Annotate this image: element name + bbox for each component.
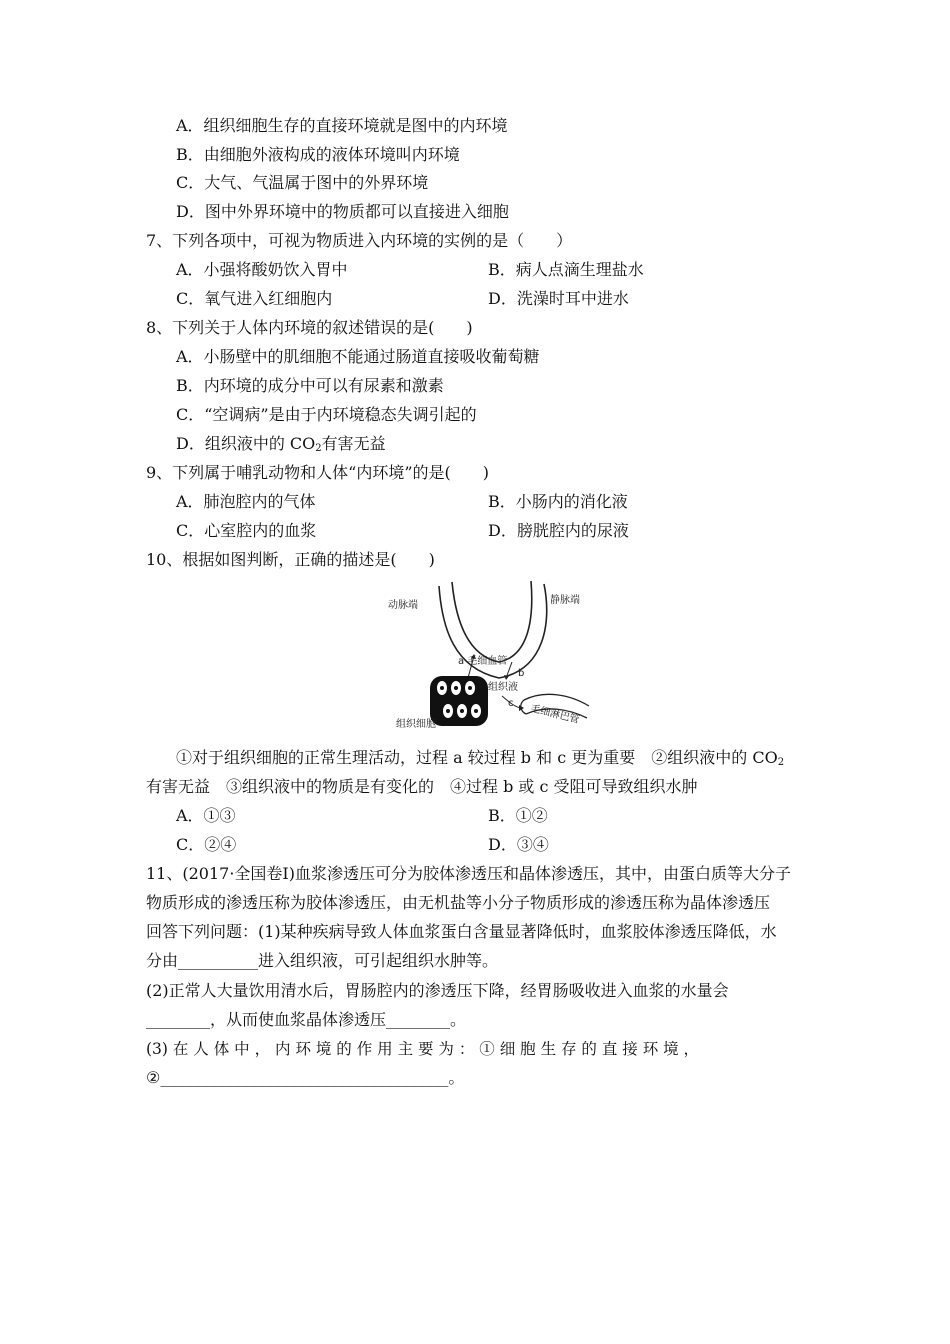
q7-option-c: C．氧气进入红细胞内 <box>176 289 333 308</box>
q6-option-b: B．由细胞外液构成的液体环境叫内环境 <box>176 145 460 164</box>
q6-option-d: D．图中外界环境中的物质都可以直接进入细胞 <box>176 202 509 221</box>
q10-statement-line2: 有害无益 ③组织液中的物质是有变化的 ④过程 b 或 c 受阻可导致组织水肿 <box>146 777 698 796</box>
label-capillary: a 毛细血管 <box>458 656 508 667</box>
label-tissue-fluid: 组织液 <box>488 682 518 693</box>
q11-line5: (2)正常人大量饮用清水后，胃肠腔内的渗透压下降，经胃肠吸收进入血浆的水量会 <box>146 981 729 1000</box>
q10-option-b: B．①② <box>488 806 548 825</box>
q7-option-a: A．小强将酸奶饮入胃中 <box>176 260 348 279</box>
q10-option-a: A．①③ <box>176 806 236 825</box>
q11-line7: (3) 在 人 体 中 ， 内 环 境 的 作 用 主 要 为 ： ① 细 胞 生 存 的 直 接 环 境 ， <box>146 1040 700 1058</box>
label-artery: 动脉端 <box>388 600 418 611</box>
q8-stem: 8、下列关于人体内环境的叙述错误的是( ) <box>146 318 473 337</box>
q10-option-c: C．②④ <box>176 835 237 854</box>
q11-line4: 分由__________进入组织液，可引起组织水肿等。 <box>146 951 499 970</box>
tissue-cells-icon <box>430 676 488 726</box>
q8-option-d: D．组织液中的 $CO_2$有害无益 <box>176 434 386 454</box>
label-b: b <box>518 668 525 679</box>
label-vein: 静脉端 <box>550 595 580 606</box>
q8-option-a: A．小肠壁中的肌细胞不能通过肠道直接吸收葡萄糖 <box>176 347 540 366</box>
q10-stem: 10、根据如图判断，正确的描述是( ) <box>146 550 435 569</box>
capillary-diagram <box>384 578 614 738</box>
label-c: c <box>508 698 514 709</box>
q11-line3: 回答下列问题：(1)某种疾病导致人体血浆蛋白含量显著降低时，血浆胶体渗透压降低，水 <box>146 922 777 941</box>
q7-option-d: D．洗澡时耳中进水 <box>488 289 629 308</box>
q9-stem: 9、下列属于哺乳动物和人体“内环境”的是( ) <box>146 463 490 482</box>
q11-line2: 物质形成的渗透压称为胶体渗透压，由无机盐等小分子物质形成的渗透压称为晶体渗透压 <box>146 893 771 912</box>
q11-line6: ________，从而使血浆晶体渗透压________。 <box>146 1010 467 1029</box>
q8-option-b: B．内环境的成分中可以有尿素和激素 <box>176 376 444 395</box>
q6-option-a: A．组织细胞生存的直接环境就是图中的内环境 <box>176 116 508 135</box>
q7-option-b: B．病人点滴生理盐水 <box>488 260 644 279</box>
q9-option-b: B．小肠内的消化液 <box>488 492 628 511</box>
q11-line1: 11、(2017·全国卷Ⅰ)血浆渗透压可分为胶体渗透压和晶体渗透压，其中，由蛋白质等大分子 <box>146 864 791 883</box>
q9-option-a: A．肺泡腔内的气体 <box>176 492 316 511</box>
q11-line8: ②____________________________________。 <box>146 1068 465 1087</box>
q7-stem: 7、下列各项中，可视为物质进入内环境的实例的是（ ） <box>146 231 573 250</box>
q8-option-c: C．“空调病”是由于内环境稳态失调引起的 <box>176 405 477 424</box>
q6-option-c: C．大气、气温属于图中的外界环境 <box>176 173 429 192</box>
q9-option-d: D．膀胱腔内的尿液 <box>488 521 629 540</box>
capillary-inner-wall <box>452 581 532 662</box>
q10-statement-line1: ①对于组织细胞的正常生理活动，过程 a 较过程 b 和 c 更为重要 ②组织液中的 $CO_2$ <box>176 748 785 768</box>
label-tissue-cell: 组织细胞 <box>396 719 436 730</box>
label-lymph-capillary: 毛细淋巴管 <box>529 703 581 727</box>
q10-option-d: D．③④ <box>488 835 549 854</box>
q9-option-c: C．心室腔内的血浆 <box>176 521 317 540</box>
